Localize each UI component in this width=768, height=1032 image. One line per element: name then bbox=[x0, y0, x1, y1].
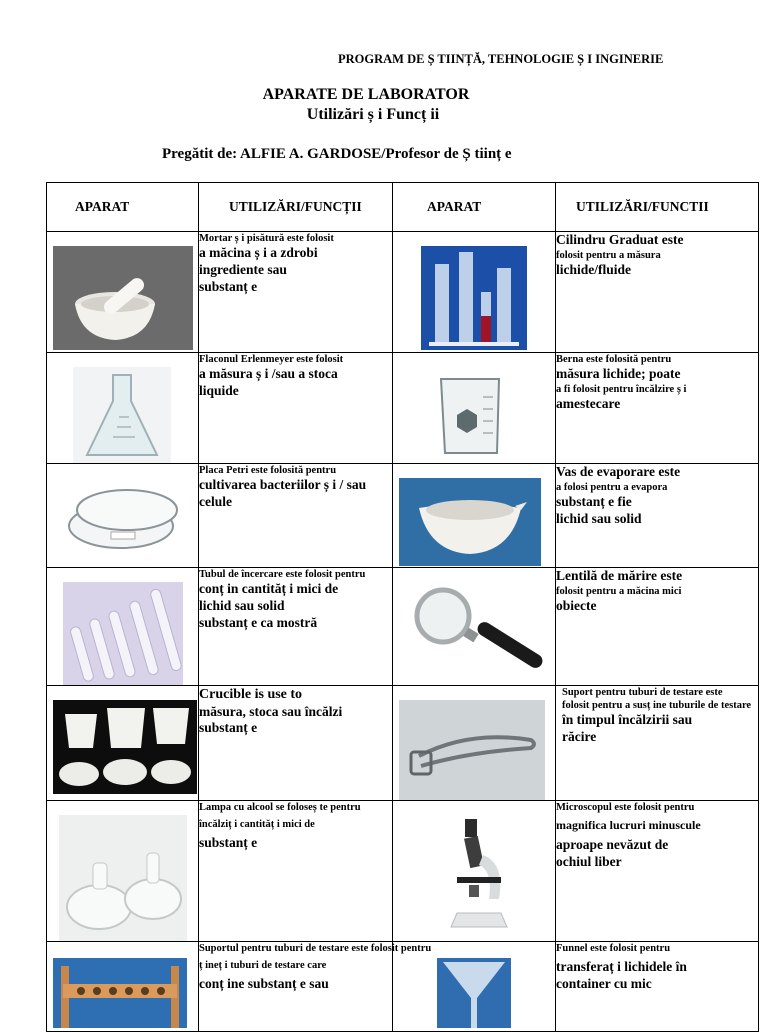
apparatus-image-cell bbox=[393, 801, 556, 942]
usage-text-cell: Berna este folosită pentru măsura lichide; poate a fi folosit pentru încălzire ș i amestecare bbox=[556, 353, 759, 464]
usage-text-cell: Funnel este folosit pentru transferaț i lichidele în container cu mic bbox=[556, 942, 759, 1032]
usage-text-cell: Lampa cu alcool se foloseș te pentru încălziț i cantităț i mici de substanț e bbox=[199, 801, 393, 942]
usage-text-cell: Suportul pentru tuburi de testare este folosit pentru ț ineț i tuburi de testare care conț ine substanț e sau bbox=[199, 942, 393, 1032]
usage-text-cell: Crucible is use to măsura, stoca sau încălzi substanț e bbox=[199, 686, 393, 801]
usage-text-cell: Microscopul este folosit pentru magnifica lucruri minuscule aproape nevăzut de ochiul liber bbox=[556, 801, 759, 942]
table-row bbox=[47, 464, 759, 568]
apparatus-image-cell bbox=[47, 942, 199, 1032]
apparatus-image-cell bbox=[393, 686, 556, 801]
test-tube-holder-icon bbox=[399, 700, 545, 800]
author-line: Pregătit de: ALFIE A. GARDOSE/Profesor de Ș tiinț e bbox=[162, 146, 512, 162]
table-row bbox=[47, 568, 759, 686]
apparatus-image-cell bbox=[393, 464, 556, 568]
beaker-icon bbox=[433, 369, 513, 461]
test-tube-rack-icon bbox=[53, 958, 187, 1028]
usage-text-cell: Vas de evaporare este a folosi pentru a evapora substanț e fie lichid sau solid bbox=[556, 464, 759, 568]
apparatus-image-cell bbox=[47, 232, 199, 353]
apparatus-image-cell bbox=[393, 353, 556, 464]
document-title: APARATE DE LABORATOR bbox=[262, 86, 470, 103]
usage-text-cell: Flaconul Erlenmeyer este folosit a măsura ș i /sau a stoca liquide bbox=[199, 353, 393, 464]
apparatus-image-cell bbox=[47, 686, 199, 801]
erlenmeyer-flask-icon bbox=[73, 367, 171, 463]
usage-text-cell: Mortar ș i pisătură este folosit a măcina ș i a zdrobi ingrediente sau substanț e bbox=[199, 232, 393, 353]
usage-text-cell: Tubul de încercare este folosit pentru conț in cantităț i mici de lichid sau solid substanț e ca mostră bbox=[199, 568, 393, 686]
table-header-row bbox=[47, 183, 759, 232]
apparatus-image-cell bbox=[393, 942, 556, 1032]
program-heading: PROGRAM DE Ș TIINȚĂ, TEHNOLOGIE Ș I INGINERIE bbox=[338, 52, 664, 66]
apparatus-table bbox=[46, 182, 759, 1032]
usage-text-cell: Placa Petri este folosită pentru cultivarea bacteriilor ș i / sau celule bbox=[199, 464, 393, 568]
evaporating-dish-icon bbox=[399, 478, 541, 566]
column-header-apparatus-2: APARAT bbox=[393, 183, 556, 232]
table-row bbox=[47, 801, 759, 942]
table-row bbox=[47, 353, 759, 464]
column-header-apparatus: APARAT bbox=[47, 183, 199, 232]
table-row bbox=[47, 686, 759, 801]
column-header-uses: UTILIZĂRI/FUNCȚII bbox=[199, 183, 393, 232]
apparatus-image-cell bbox=[393, 232, 556, 353]
test-tubes-icon bbox=[63, 582, 183, 686]
mortar-pestle-icon bbox=[53, 246, 193, 350]
usage-text-cell: Suport pentru tuburi de testare este folosit pentru a susț ine tuburile de testare în timpul încălzirii sau răcire bbox=[556, 686, 759, 801]
apparatus-image-cell bbox=[47, 353, 199, 464]
funnel-icon bbox=[437, 958, 511, 1028]
petri-dish-icon bbox=[65, 480, 183, 556]
table-row bbox=[47, 942, 759, 1032]
apparatus-image-cell bbox=[393, 568, 556, 686]
usage-text-cell: Cilindru Graduat este folosit pentru a măsura lichide/fluide bbox=[556, 232, 759, 353]
apparatus-image-cell bbox=[47, 568, 199, 686]
usage-text-cell: Lentilă de mărire este folosit pentru a măcina mici obiecte bbox=[556, 568, 759, 686]
apparatus-image-cell bbox=[47, 464, 199, 568]
crucible-icon bbox=[53, 700, 197, 794]
graduated-cylinder-icon bbox=[421, 246, 527, 350]
document-subtitle: Utilizări ș i Funcț ii bbox=[306, 106, 440, 123]
column-header-uses-2: UTILIZĂRI/FUNCTII bbox=[556, 183, 759, 232]
microscope-icon bbox=[439, 815, 519, 939]
apparatus-image-cell bbox=[47, 801, 199, 942]
alcohol-lamp-icon bbox=[59, 815, 187, 941]
magnifying-glass-icon bbox=[409, 586, 549, 674]
table-row bbox=[47, 232, 759, 353]
